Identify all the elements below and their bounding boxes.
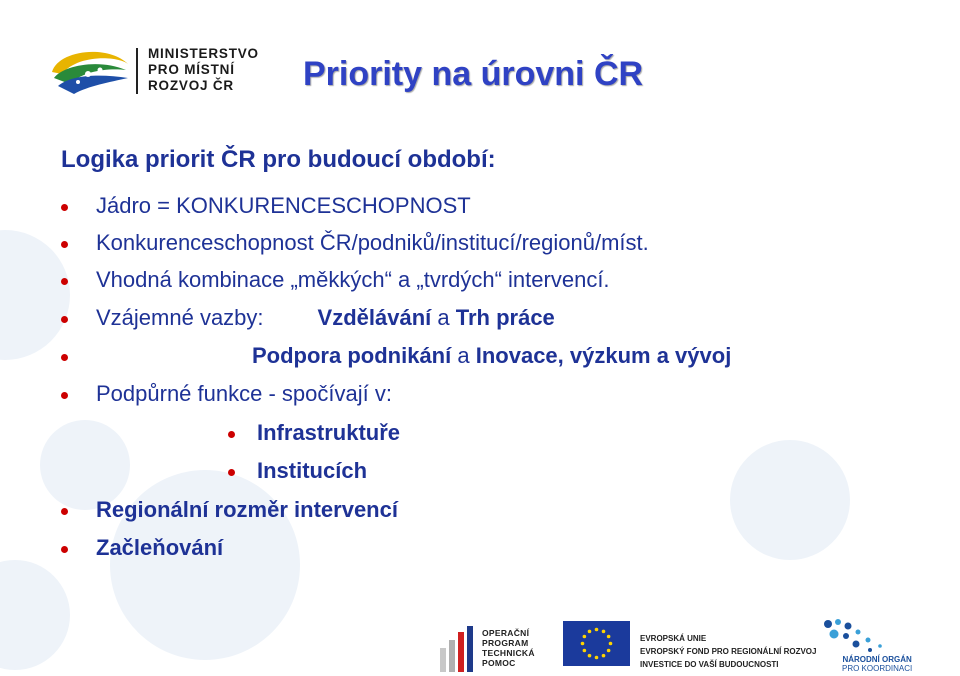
page-title: Priority na úrovni ČR [303, 55, 644, 93]
list-item-term: Trh práce [455, 305, 555, 330]
bullet-icon [228, 469, 235, 476]
eu-star-icon [595, 628, 599, 632]
list-item: Konkurenceschopnost ČR/podniků/institucí/regionů/míst. [96, 230, 649, 255]
section-subtitle: Logika priorit ČR pro budoucí období: [61, 146, 496, 173]
background-circle [730, 440, 850, 560]
ministry-name-line: ROZVOJ ČR [148, 78, 234, 93]
eu-star-icon [581, 642, 585, 646]
bullet-icon [61, 278, 68, 285]
list-item [96, 305, 555, 331]
eu-star-icon [602, 654, 606, 658]
ministry-name-line: PRO MÍSTNÍ [148, 62, 235, 77]
no-text-line: PRO KOORDINACI [842, 664, 913, 673]
eu-star-icon [602, 630, 606, 634]
bullet-icon [61, 508, 68, 515]
list-item-term: Inovace, výzkum a vývoj [475, 343, 732, 368]
bullet-icon [61, 204, 68, 211]
no-text-line: NÁRODNÍ ORGÁN [842, 655, 912, 664]
eu-star-icon [607, 649, 611, 653]
bullet-icon [61, 392, 68, 399]
list-item-label: Vzájemné vazby: [96, 305, 264, 330]
ministry-name-line: MINISTERSTVO [148, 46, 259, 61]
eu-text-line: EVROPSKÁ UNIE [640, 634, 707, 643]
eu-star-icon [609, 642, 613, 646]
eu-star-icon [588, 630, 592, 634]
list-item: Institucích [257, 458, 368, 483]
eu-star-icon [588, 654, 592, 658]
op-name-line: TECHNICKÁ [482, 648, 535, 658]
list-item [252, 343, 731, 369]
list-item-term: Podpora podnikání [252, 343, 452, 368]
eu-star-icon [595, 656, 599, 660]
background-circle [0, 230, 70, 360]
list-item: Regionální rozměr intervencí [96, 497, 398, 522]
op-name-line: OPERAČNÍ [482, 628, 530, 638]
ministry-name [148, 46, 259, 94]
eu-star-icon [607, 635, 611, 639]
eu-text-line: INVESTICE DO VAŠÍ BUDOUCNOSTI [640, 660, 779, 669]
bullet-icon [61, 354, 68, 361]
eu-star-icon [583, 635, 587, 639]
bullet-icon [61, 316, 68, 323]
op-name-line: POMOC [482, 658, 516, 668]
footer-logos [0, 610, 960, 676]
list-item-term: Vzdělávání [317, 305, 432, 330]
op-name-line: PROGRAM [482, 638, 529, 648]
list-item: Jádro = KONKURENCESCHOPNOST [96, 193, 471, 218]
eu-text-line: EVROPSKÝ FOND PRO REGIONÁLNÍ ROZVOJ [640, 647, 817, 656]
list-item: Vhodná kombinace „měkkých“ a „tvrdých“ intervencí. [96, 267, 610, 292]
list-item: Začleňování [96, 535, 224, 560]
eu-star-icon [583, 649, 587, 653]
operational-programme-name [482, 628, 535, 668]
bullet-icon [228, 431, 235, 438]
eu-fund-text [640, 632, 816, 671]
eu-flag-icon [563, 621, 630, 666]
operational-programme-logo-icon [440, 626, 474, 672]
bullet-icon [61, 546, 68, 553]
list-item: Infrastruktuře [257, 420, 401, 445]
bullet-icon [61, 241, 68, 248]
ministry-logo-divider [136, 48, 138, 94]
list-item-conjunction: a [457, 343, 470, 368]
list-item: Podpůrné funkce - spočívají v: [96, 381, 392, 406]
national-coordination-text [842, 655, 912, 673]
list-item-conjunction: a [437, 305, 450, 330]
